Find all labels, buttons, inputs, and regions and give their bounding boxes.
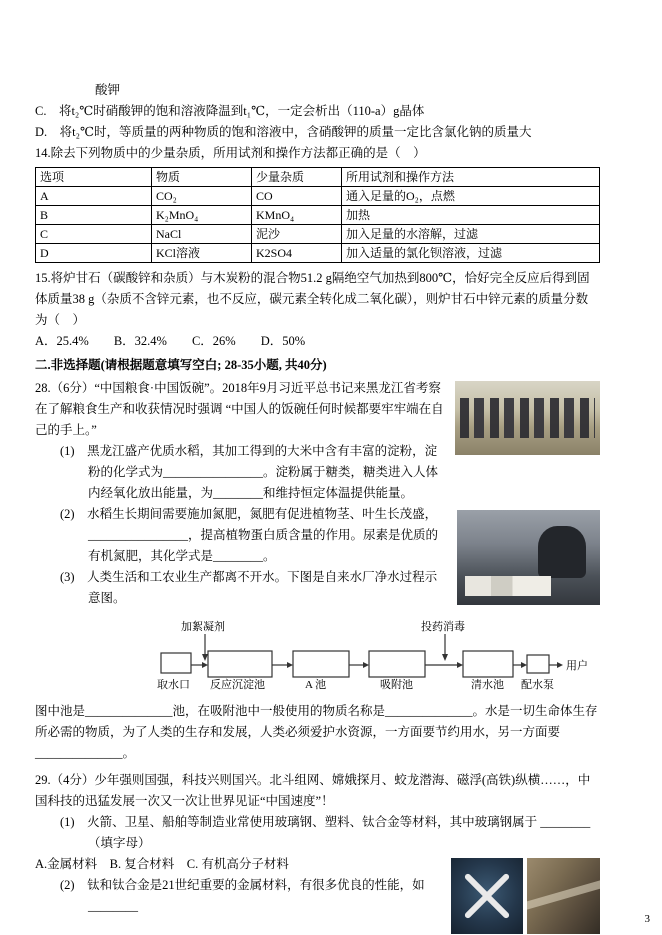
pipe-arrow: [191, 662, 208, 668]
pump-label: 配水泵: [521, 679, 554, 691]
q29-part1: (1) 火箭、卫星、船舶等制造业常使用玻璃钢、塑料、钛合金等材料，其中玻璃钢属于 ________（填字母）: [60, 815, 591, 850]
adsorption-tank-label: 吸附池: [380, 679, 413, 691]
table-cell: 加热: [342, 206, 600, 225]
page-number: 3: [644, 912, 650, 925]
q28-part3: (3) 人类生活和工农业生产都离不开水。下图是自来水厂净水过程示意图。: [60, 570, 438, 605]
disinfect-label: 投药消毒: [421, 621, 465, 633]
table-row: [36, 187, 600, 206]
table-cell: 加入适量的氯化钡溶液，过滤: [342, 244, 600, 263]
pump-shape: [527, 655, 549, 673]
disinfect-arrow: [442, 634, 448, 661]
q14-table: [35, 167, 600, 263]
table-header-cell: 少量杂质: [252, 168, 342, 187]
q28-intro: 28.（6分）“中国粮食·中国饭碗”。2018年9月习近平总书记来黑龙江省考察 在了解粮食生产和收获情况时强调 “中国人的饭碗任何时候都要牢牢端在自己的手上。”: [35, 381, 444, 437]
pipe-arrow: [513, 662, 527, 668]
photo-grain-inspection: [457, 510, 600, 605]
reaction-tank-shape: [208, 651, 272, 677]
pipe-arrow: [549, 662, 563, 668]
q28-part2: (2) 水稻生长期间需要施加氮肥，氮肥有促进植物茎、叶生长茂盛，________________，提高植物蛋白质含量的作用。尿素是优质的有机氮肥，其化学式是________。: [60, 507, 439, 563]
flocculant-arrow: [202, 634, 208, 661]
clear-tank-label: 清水池: [471, 679, 504, 691]
table-cell: CO₂: [152, 187, 252, 206]
q29-part2: (2) 钛和钛合金是21世纪重要的金属材料，有很多优良的性能，如 ________: [60, 878, 425, 913]
table-cell: D: [36, 244, 152, 263]
q15-options: A．25.4% B．32.4% C．26% D．50%: [35, 334, 306, 348]
table-cell: K2SO4: [252, 244, 342, 263]
table-cell: B: [36, 206, 152, 225]
table-cell: 通入足量的O₂，点燃: [342, 187, 600, 206]
question-28: [35, 378, 600, 764]
a-tank-shape: [293, 651, 349, 677]
table-row: [36, 206, 600, 225]
continuation-text: 酸钾: [95, 83, 121, 97]
table-cell: C: [36, 225, 152, 244]
section-title: 二.非选择题(请根据题意填写空白; 28-35小题, 共40分): [35, 358, 327, 372]
table-cell: 加入足量的水溶解，过滤: [342, 225, 600, 244]
table-cell: KCl溶液: [152, 244, 252, 263]
question-29: [35, 770, 600, 917]
water-flow-svg: [153, 617, 593, 697]
table-cell: K₂MnO₄: [152, 206, 252, 225]
choice-c: C. 将t₂℃时硝酸钾的饱和溶液降温到t₁℃，一定会析出（110-a）g晶体: [35, 104, 425, 118]
choice-d: D. 将t₂℃时，等质量的两种物质的饱和溶液中，含硝酸钾的质量一定比含氯化钠的质量大: [35, 125, 532, 139]
intake-shape: [161, 653, 191, 673]
photo-machinery: [527, 858, 600, 934]
table-cell: NaCl: [152, 225, 252, 244]
a-tank-label: A 池: [305, 679, 327, 691]
reaction-tank-label: 反应沉淀池: [210, 679, 265, 691]
pipe-arrow: [349, 662, 369, 668]
table-row: [36, 244, 600, 263]
photo-group-titanium: [451, 858, 600, 934]
table-header-row: [36, 168, 600, 187]
flocculant-label: 加絮凝剂: [181, 621, 225, 633]
q28-fill: 图中池是______________池，在吸附池中一般使用的物质名称是______________。水是一切生命体生存所必需的物质，为了人类的生存和发展，人类必须爱护水资源，一方面要节约用水，另一方面要______________。: [35, 704, 598, 760]
photo-field-inspection: [455, 381, 600, 455]
table-header-cell: 所用试剂和操作方法: [342, 168, 600, 187]
q28-part1: (1) 黑龙江盛产优质水稻，其加工得到的大米中含有丰富的淀粉，淀粉的化学式为________________。淀粉属于糖类，糖类进入人体内经氧化放出能量，为________和维持恒定体温提供能量。: [60, 444, 439, 500]
q15-stem: 15.将炉甘石（碳酸锌和杂质）与木炭粉的混合物51.2 g隔绝空气加热到800℃，恰好完全反应后得到固体质量38 g（杂质不含锌元素，也不反应，碳元素全转化成二氧化碳），则炉甘石中锌元素的质量分数为（ ）: [35, 271, 590, 327]
table-header-cell: 物质: [152, 168, 252, 187]
intake-label: 取水口: [157, 679, 190, 691]
q29-intro: 29.（4分）少年强则国强，科技兴则国兴。北斗组网、嫦娥探月、蛟龙潜海、磁浮(高铁)纵横……，中国科技的迅猛发展一次又一次让世界见证“中国速度”！: [35, 773, 591, 808]
table-cell: 泥沙: [252, 225, 342, 244]
table-cell: CO: [252, 187, 342, 206]
pipe-arrow: [425, 662, 463, 668]
q29-options: A.金属材料 B. 复合材料 C. 有机高分子材料: [35, 857, 289, 871]
photo-aircraft-propeller: [451, 858, 523, 934]
table-cell: KMnO₄: [252, 206, 342, 225]
pipe-arrow: [272, 662, 293, 668]
table-row: [36, 225, 600, 244]
clear-tank-shape: [463, 651, 513, 677]
water-treatment-diagram: [153, 617, 600, 697]
table-cell: A: [36, 187, 152, 206]
adsorption-tank-shape: [369, 651, 425, 677]
table-header-cell: 选项: [36, 168, 152, 187]
user-label: 用户: [566, 660, 588, 672]
q14-stem: 14.除去下列物质中的少量杂质，所用试剂和操作方法都正确的是（ ）: [35, 146, 426, 160]
